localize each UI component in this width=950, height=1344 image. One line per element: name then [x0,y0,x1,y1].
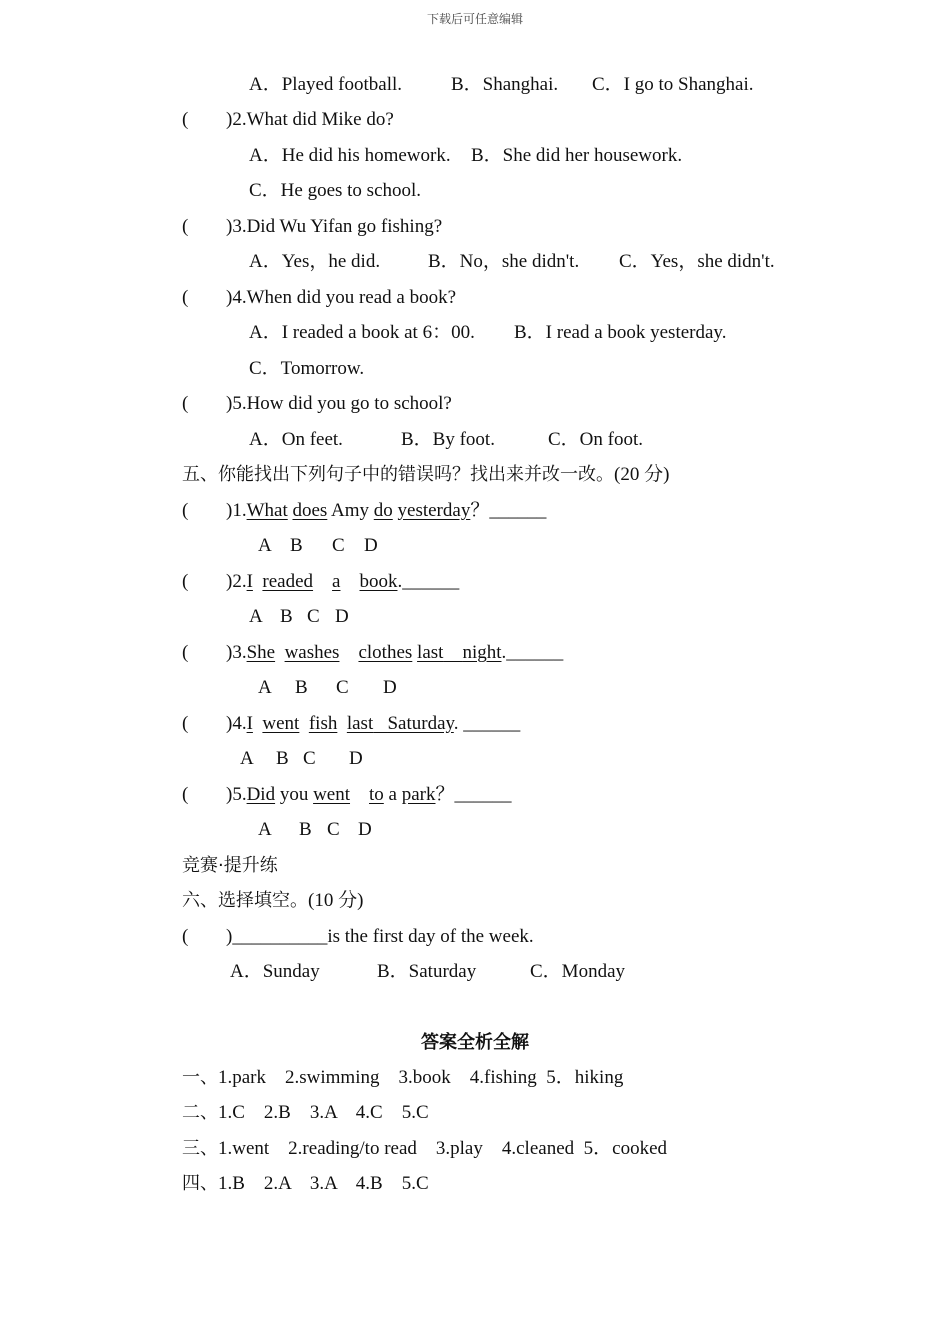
underlined-part-d: last [346,713,374,734]
row-text: 1.park 2.swimming 3.book 4.fishing 5．hiking [218,1067,624,1088]
letter-a: A [258,677,272,698]
underlined-part-c: clothes [358,642,413,663]
letter-b: B [295,677,308,698]
underlined-part-d: night [462,642,502,663]
q4-option-c: C．Tomorrow. [249,358,365,379]
underlined-part-a: What [246,500,288,521]
section5-title: 五、你能找出下列句子中的错误吗？找出来并改一改。 [182,464,614,485]
q5-option-c: C．On foot. [548,429,644,450]
underlined-part-d: yesterday [397,500,471,521]
q4-option-a: A．I readed a book at 6：00. [249,322,475,343]
letter-b: B [280,606,293,627]
letter-d: D [358,819,372,840]
error-sentence-2 [226,570,459,594]
underlined-part-b: went [313,784,351,805]
section6-option-c: C．Monday [530,961,626,982]
error-sentence-4 [226,712,520,736]
answer-paren: ( [182,109,189,130]
answer-blank: .______ [397,571,460,592]
competition-label: 竞赛·提升练 [182,855,278,876]
section6-option-a: A．Sunday [230,961,320,982]
row-text: 1.C 2.B 3.A 4.C 5.C [218,1102,429,1123]
letter-c: C [336,677,349,698]
q5-option-b: B．By foot. [401,429,495,450]
q1-option-a: A．Played football. [249,74,403,95]
answer-paren: ( [182,926,189,947]
section6-question: )__________is the first day of the week. [226,926,534,947]
answer-blank: . ______ [453,713,521,734]
q2-option-b: B．She did her housework. [471,145,683,166]
row-prefix: 三、 [182,1138,218,1159]
section6-score: (10 分) [308,890,364,911]
section6-option-b: B．Saturday [377,961,477,982]
letter-c: C [332,535,345,556]
item-number: )5. [226,784,247,805]
q1-option-c: C．I go to Shanghai. [592,74,754,95]
letter-d: D [349,748,363,769]
answers-title: 答案全析全解 [421,1032,529,1053]
row-prefix: 二、 [182,1102,218,1123]
underlined-part-d: last [417,642,444,663]
answer-row-2 [182,1101,429,1125]
q5-text: )5.How did you go to school? [226,393,452,414]
underlined-part-a: I [246,713,253,734]
answer-paren: ( [182,571,189,592]
item-number: )1. [226,500,247,521]
answer-blank: .______ [501,642,564,663]
answer-paren: ( [182,216,189,237]
underlined-part-c: do [373,500,393,521]
underlined-part-b: washes [284,642,340,663]
letter-d: D [364,535,378,556]
letter-c: C [307,606,320,627]
item-number: )3. [226,642,247,663]
sentence-word: Amy [331,500,370,521]
q4-option-b: B．I read a book yesterday. [514,322,727,343]
underlined-part-d: park [401,784,436,805]
section5-heading [182,463,669,487]
page-header-note: 下载后可任意编辑 [426,12,523,26]
answer-paren: ( [182,287,189,308]
underlined-part-a: Did [246,784,276,805]
underlined-part-d: book [359,571,398,592]
row-prefix: 四、 [182,1173,218,1194]
underlined-part-c: to [369,784,384,805]
q3-text: )3.Did Wu Yifan go fishing? [226,216,443,237]
letter-d: D [335,606,349,627]
letter-b: B [276,748,289,769]
item-number: )4. [226,713,247,734]
answer-blank: ？______ [470,500,547,521]
underlined-part-a: She [246,642,276,663]
row-prefix: 一、 [182,1067,218,1088]
sentence-word: you [279,784,309,805]
q1-option-b: B．Shanghai. [451,74,559,95]
underlined-part-b: readed [262,571,314,592]
q4-text: )4.When did you read a book? [226,287,457,308]
error-sentence-3 [226,641,563,665]
q5-option-a: A．On feet. [249,429,343,450]
answer-paren: ( [182,500,189,521]
letter-a: A [258,535,272,556]
letter-b: B [290,535,303,556]
underlined-part-d: Saturday [387,713,454,734]
section5-score: (20 分) [614,464,670,485]
underlined-part-a: I [246,571,253,592]
answer-row-3 [182,1137,667,1161]
row-text: 1.B 2.A 3.A 4.B 5.C [218,1173,429,1194]
section6-heading [182,889,363,913]
letter-b: B [299,819,312,840]
q3-option-a: A．Yes，he did. [249,251,381,272]
q2-option-c: C．He goes to school. [249,180,422,201]
letter-c: C [303,748,316,769]
q2-text: )2.What did Mike do? [226,109,394,130]
underlined-part-c: a [332,571,341,592]
answer-row-4 [182,1172,429,1196]
sentence-word: a [388,784,397,805]
letter-a: A [240,748,254,769]
q3-option-c: C．Yes，she didn't. [619,251,775,272]
answer-row-1 [182,1066,623,1090]
row-text: 1.went 2.reading/to read 3.play 4.cleaned 5．cooked [218,1138,667,1159]
error-sentence-5 [226,783,512,807]
error-sentence-1 [226,499,546,523]
letter-a: A [258,819,272,840]
underlined-part-b: went [262,713,300,734]
letter-a: A [249,606,263,627]
letter-c: C [327,819,340,840]
letter-d: D [383,677,397,698]
q3-option-b: B．No，she didn't. [428,251,580,272]
answer-blank: ？______ [435,784,512,805]
underlined-part-b: does [292,500,328,521]
section6-title: 六、选择填空。 [182,890,308,911]
answer-paren: ( [182,642,189,663]
answer-paren: ( [182,713,189,734]
item-number: )2. [226,571,247,592]
q2-option-a: A．He did his homework. [249,145,451,166]
answer-paren: ( [182,393,189,414]
answer-paren: ( [182,784,189,805]
underlined-part-c: fish [308,713,338,734]
